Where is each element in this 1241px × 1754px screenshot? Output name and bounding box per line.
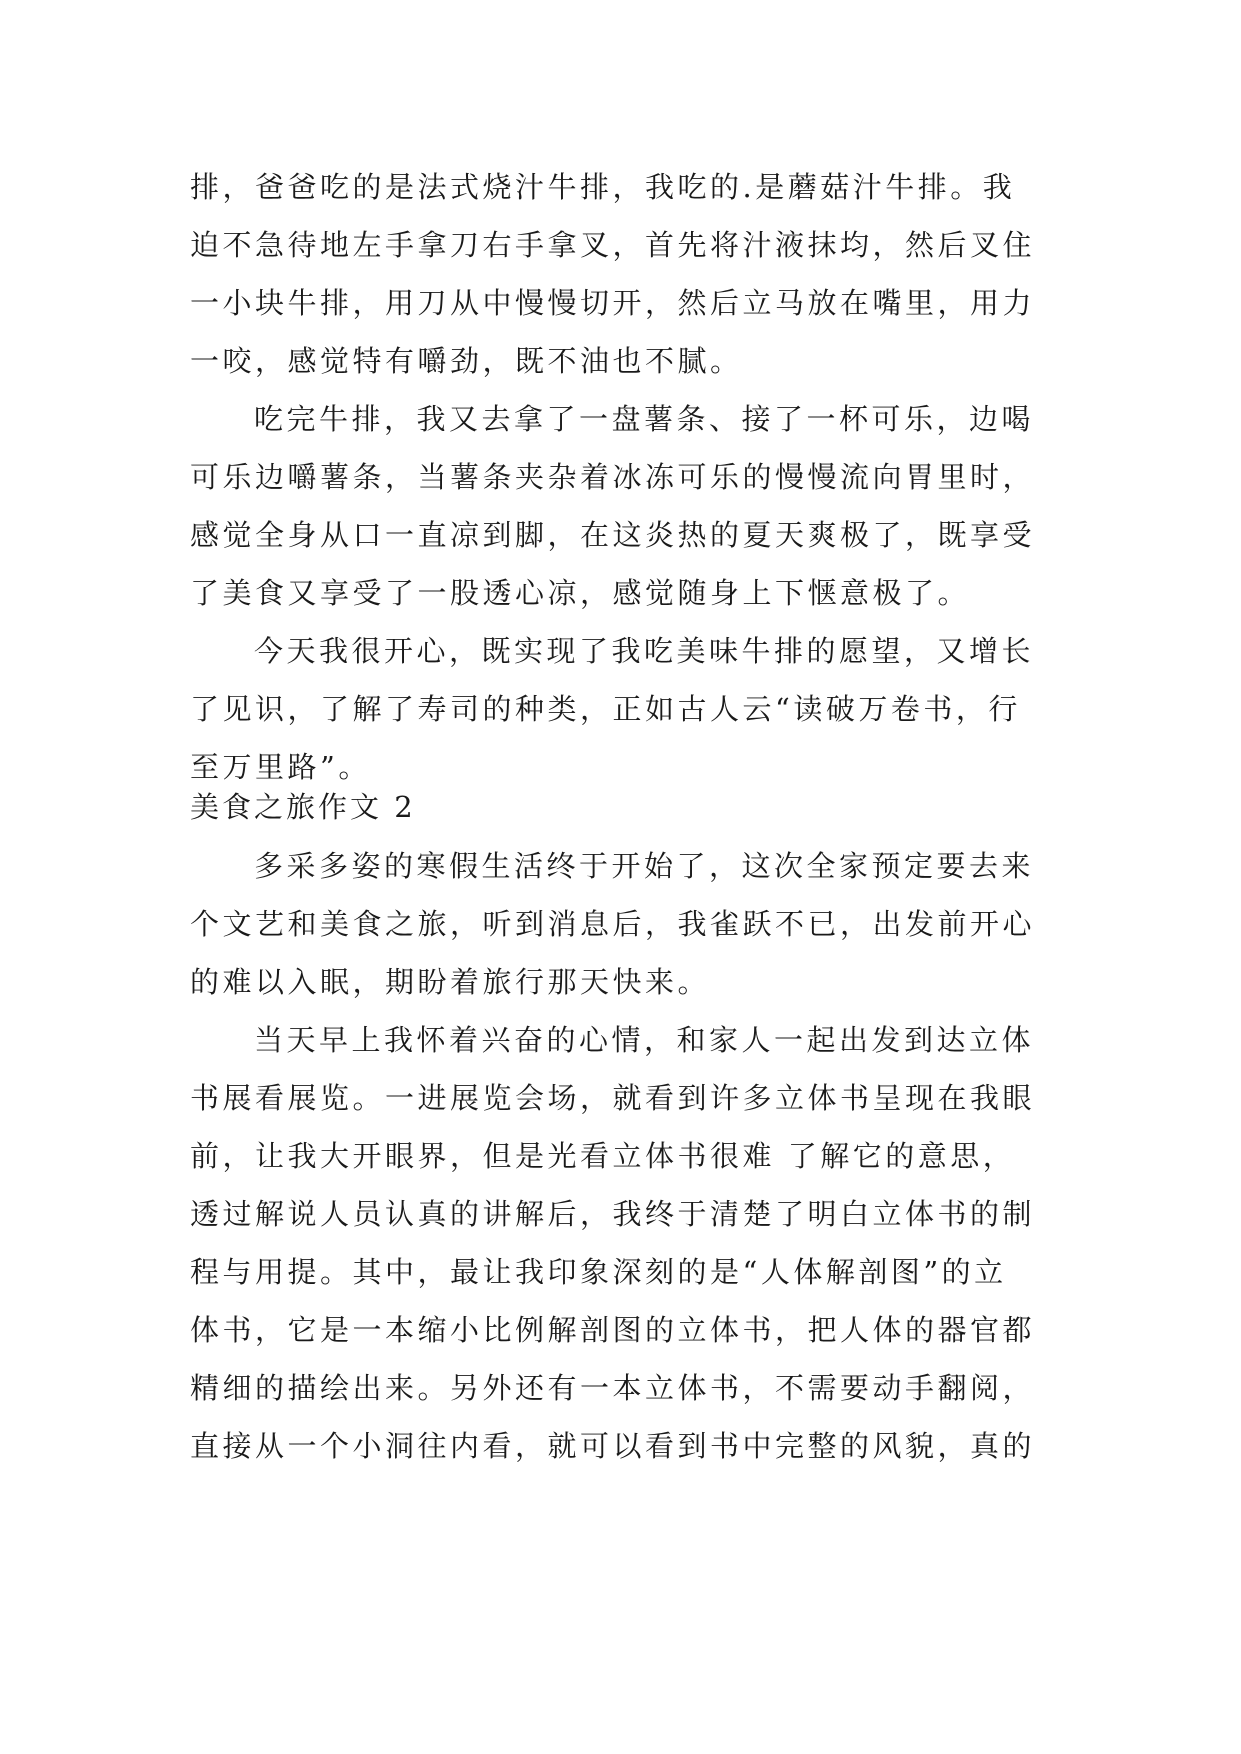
paragraph-start-line: 今天我很开心，既实现了我吃美味牛排的愿望，又增长: [254, 634, 1035, 668]
paragraph-start-line: 吃完牛排，我又去拿了一盘薯条、接了一杯可乐，边喝: [254, 402, 1035, 436]
essay-section-1: [190, 158, 1050, 796]
section-heading: 美食之旅作文 2: [190, 790, 416, 824]
text-line: 迫不急待地左手拿刀右手拿叉，首先将汁液抹均，然后叉住: [190, 228, 1036, 262]
text-line: 程与用提。其中，最让我印象深刻的是“人体解剖图”的立: [190, 1255, 1007, 1289]
text-line: 排，爸爸吃的是法式烧汁牛排，我吃的.是蘑菇汁牛排。我: [190, 170, 1016, 204]
paragraph-start-line: 当天早上我怀着兴奋的心情，和家人一起出发到达立体: [254, 1023, 1035, 1057]
text-line: 可乐边嚼薯条，当薯条夹杂着冰冻可乐的慢慢流向胃里时，: [190, 460, 1036, 494]
text-line: 了见识，了解了寿司的种类，正如古人云“读破万卷书，行: [190, 692, 1021, 726]
text-line: 个文艺和美食之旅，听到消息后，我雀跃不已，出发前开心: [190, 907, 1036, 941]
text-line: 精细的描绘出来。另外还有一本立体书，不需要动手翻阅，: [190, 1371, 1036, 1405]
text-line: 书展看展览。一进展览会场，就看到许多立体书呈现在我眼: [190, 1081, 1036, 1115]
text-line: 透过解说人员认真的讲解后，我终于清楚了明白立体书的制: [190, 1197, 1036, 1231]
text-line: 直接从一个小洞往内看，就可以看到书中完整的风貌，真的: [190, 1429, 1036, 1463]
text-line: 一小块牛排，用刀从中慢慢切开，然后立马放在嘴里，用力: [190, 286, 1036, 320]
text-line: 体书，它是一本缩小比例解剖图的立体书，把人体的器官都: [190, 1313, 1036, 1347]
text-line: 的难以入眠，期盼着旅行那天快来。: [190, 965, 711, 999]
text-line: 一咬，感觉特有嚼劲，既不油也不腻。: [190, 344, 743, 378]
text-line: 至万里路”。: [190, 750, 371, 784]
text-line: 了美食又享受了一股透心凉，感觉随身上下惬意极了。: [190, 576, 971, 610]
text-line: 感觉全身从口一直凉到脚，在这炎热的夏天爽极了，既享受: [190, 518, 1036, 552]
essay-section-2: [190, 837, 1050, 1475]
text-line: 前，让我大开眼界，但是光看立体书很难 了解它的意思，: [190, 1139, 1016, 1173]
paragraph-start-line: 多采多姿的寒假生活终于开始了，这次全家预定要去来: [254, 849, 1035, 883]
